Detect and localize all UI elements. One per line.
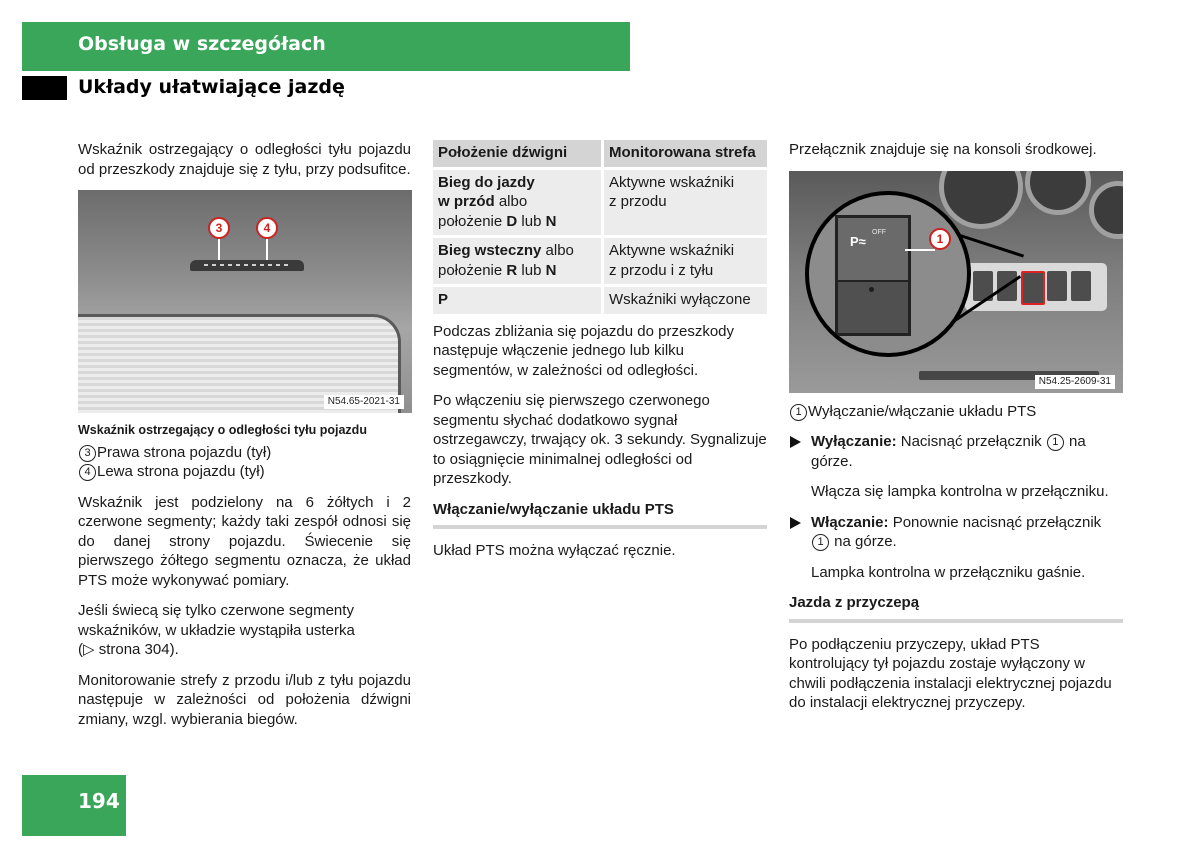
page-reference-link[interactable]: (▷ strona 304). xyxy=(78,641,179,658)
heading-rule xyxy=(789,619,1123,623)
section-header-bar xyxy=(22,22,630,71)
table-header-cell: Położenie dźwigni xyxy=(433,140,603,168)
table-row xyxy=(433,286,767,314)
callout-leader-4 xyxy=(266,238,268,260)
legend-number: 4 xyxy=(79,464,96,481)
zoom-detail xyxy=(805,191,971,357)
indicator-photo xyxy=(78,190,412,413)
section-heading: Włączanie/wyłączanie układu PTS xyxy=(433,500,674,518)
table-cell-zone: Aktywne wskaźniki z przodu i z tyłu xyxy=(603,237,768,286)
step-switch-on: Włączanie: Ponownie nacisnąć przełącznik 1 na górze. xyxy=(789,513,1123,552)
callout-1: 1 xyxy=(929,228,951,250)
legend-text: Wyłączanie/włączanie układu PTS xyxy=(808,402,1037,420)
pts-switch-image xyxy=(835,215,911,336)
segments-paragraph: Wskaźnik jest podzielony na 6 żółtych i 2 czerwone segmenty; każdy taki zespół odnosi się do danej strony pojazdu. Świecenie się pierwszego żółtego segmentu oznacza, że układ PTS może wykonywać pomiary. xyxy=(78,493,411,589)
switch-off-label: OFF xyxy=(872,228,886,236)
arrow-bullet-icon xyxy=(790,517,801,529)
indicator-lamp xyxy=(869,287,874,292)
legend-list xyxy=(78,443,411,482)
page-subtitle: Układy ułatwiające jazdę xyxy=(78,76,345,98)
switch-panel-image xyxy=(965,263,1107,311)
intro-paragraph: Wskaźnik ostrzegający o odległości tyłu pojazdu od przeszkody znajduje się z tyłu, przy podsufitce. xyxy=(78,141,411,178)
image-code: N54.65-2021-31 xyxy=(324,395,404,409)
legend-text: Lewa strona pojazdu (tył) xyxy=(97,463,265,480)
table-cell-position: Bieg do jazdy w przód albo położenie D lub N xyxy=(433,168,603,237)
trailer-paragraph: Po podłączeniu przyczepy, układ PTS kontrolujący tył pojazdu zostaje wyłączony w chwili podłączenia instalacji elektrycznej pojazdu do instalacji elektrycznej przyczepy. xyxy=(789,635,1112,711)
warning-indicator-strip xyxy=(190,260,304,271)
legend-number: 1 xyxy=(790,404,807,421)
vent-image xyxy=(1025,171,1091,215)
vent-image xyxy=(1089,181,1123,239)
page-number: 194 xyxy=(22,775,126,836)
legend-text: Prawa strona pojazdu (tył) xyxy=(97,443,272,461)
column-right xyxy=(789,140,1123,724)
image-code: N54.25-2609-31 xyxy=(1035,375,1115,389)
warning-signal-paragraph: Po włączeniu się pierwszego czerwonego segmentu słychać dodatkowo sygnał ostrzegawczy, trwający ok. 3 sekundy. Sygnalizuje to osiągnięcie minimalnej odległości od przeszkody. xyxy=(433,392,767,487)
step-switch-off: Wyłączanie: Nacisnąć przełącznik 1 na górze. xyxy=(789,432,1123,471)
table-cell-position: P xyxy=(433,286,603,314)
step-note: Włącza się lampka kontrolna w przełączniku. xyxy=(811,483,1109,500)
table-cell-zone: Wskaźniki wyłączone xyxy=(603,286,768,314)
table-cell-position: Bieg wsteczny albo położenie R lub N xyxy=(433,237,603,286)
table-row xyxy=(433,168,767,237)
arrow-bullet-icon xyxy=(790,436,801,448)
heading-rule xyxy=(433,525,767,529)
table-row xyxy=(433,237,767,286)
section-heading: Jazda z przyczepą xyxy=(789,594,920,611)
pts-switch-highlight xyxy=(1021,271,1045,305)
step-note: Lampka kontrolna w przełączniku gaśnie. xyxy=(811,563,1086,581)
table-header-cell: Monitorowana strefa xyxy=(603,140,768,168)
legend-item xyxy=(789,402,1123,422)
legend-item xyxy=(78,462,411,482)
table-cell-zone: Aktywne wskaźniki z przodu xyxy=(603,168,768,237)
subsection-marker xyxy=(22,76,67,100)
figure-caption: Wskaźnik ostrzegający o odległości tyłu pojazdu xyxy=(78,423,367,437)
callout-leader-3 xyxy=(218,238,220,260)
manual-off-paragraph: Układ PTS można wyłączać ręcznie. xyxy=(433,542,676,559)
switch-location-paragraph: Przełącznik znajduje się na konsoli środkowej. xyxy=(789,141,1097,158)
gear-position-table xyxy=(433,140,767,314)
legend-number: 3 xyxy=(79,445,96,462)
legend-item xyxy=(78,443,411,463)
callout-4: 4 xyxy=(256,217,278,239)
monitoring-paragraph: Monitorowanie strefy z przodu i/lub z tyłu pojazdu następuje w zależności od położenia dźwigni zmiany, wzgl. wybierania biegów. xyxy=(78,671,411,728)
approach-paragraph: Podczas zbliżania się pojazdu do przeszkody następuje włączenie jednego lub kilku segmentów, w zależności od odległości. xyxy=(433,322,735,379)
fault-paragraph xyxy=(78,601,411,660)
column-left xyxy=(78,140,411,740)
callout-3: 3 xyxy=(208,217,230,239)
section-title: Obsługa w szczegółach xyxy=(78,33,326,55)
console-photo xyxy=(789,171,1123,393)
table-header-row xyxy=(433,140,767,168)
column-middle xyxy=(433,140,767,572)
callout-leader-1 xyxy=(905,249,935,251)
parking-sensor-icon: P≈ xyxy=(850,233,866,249)
fault-text: Jeśli świecą się tylko czerwone segmenty wskaźników, w układzie wystąpiła usterka xyxy=(78,602,355,639)
